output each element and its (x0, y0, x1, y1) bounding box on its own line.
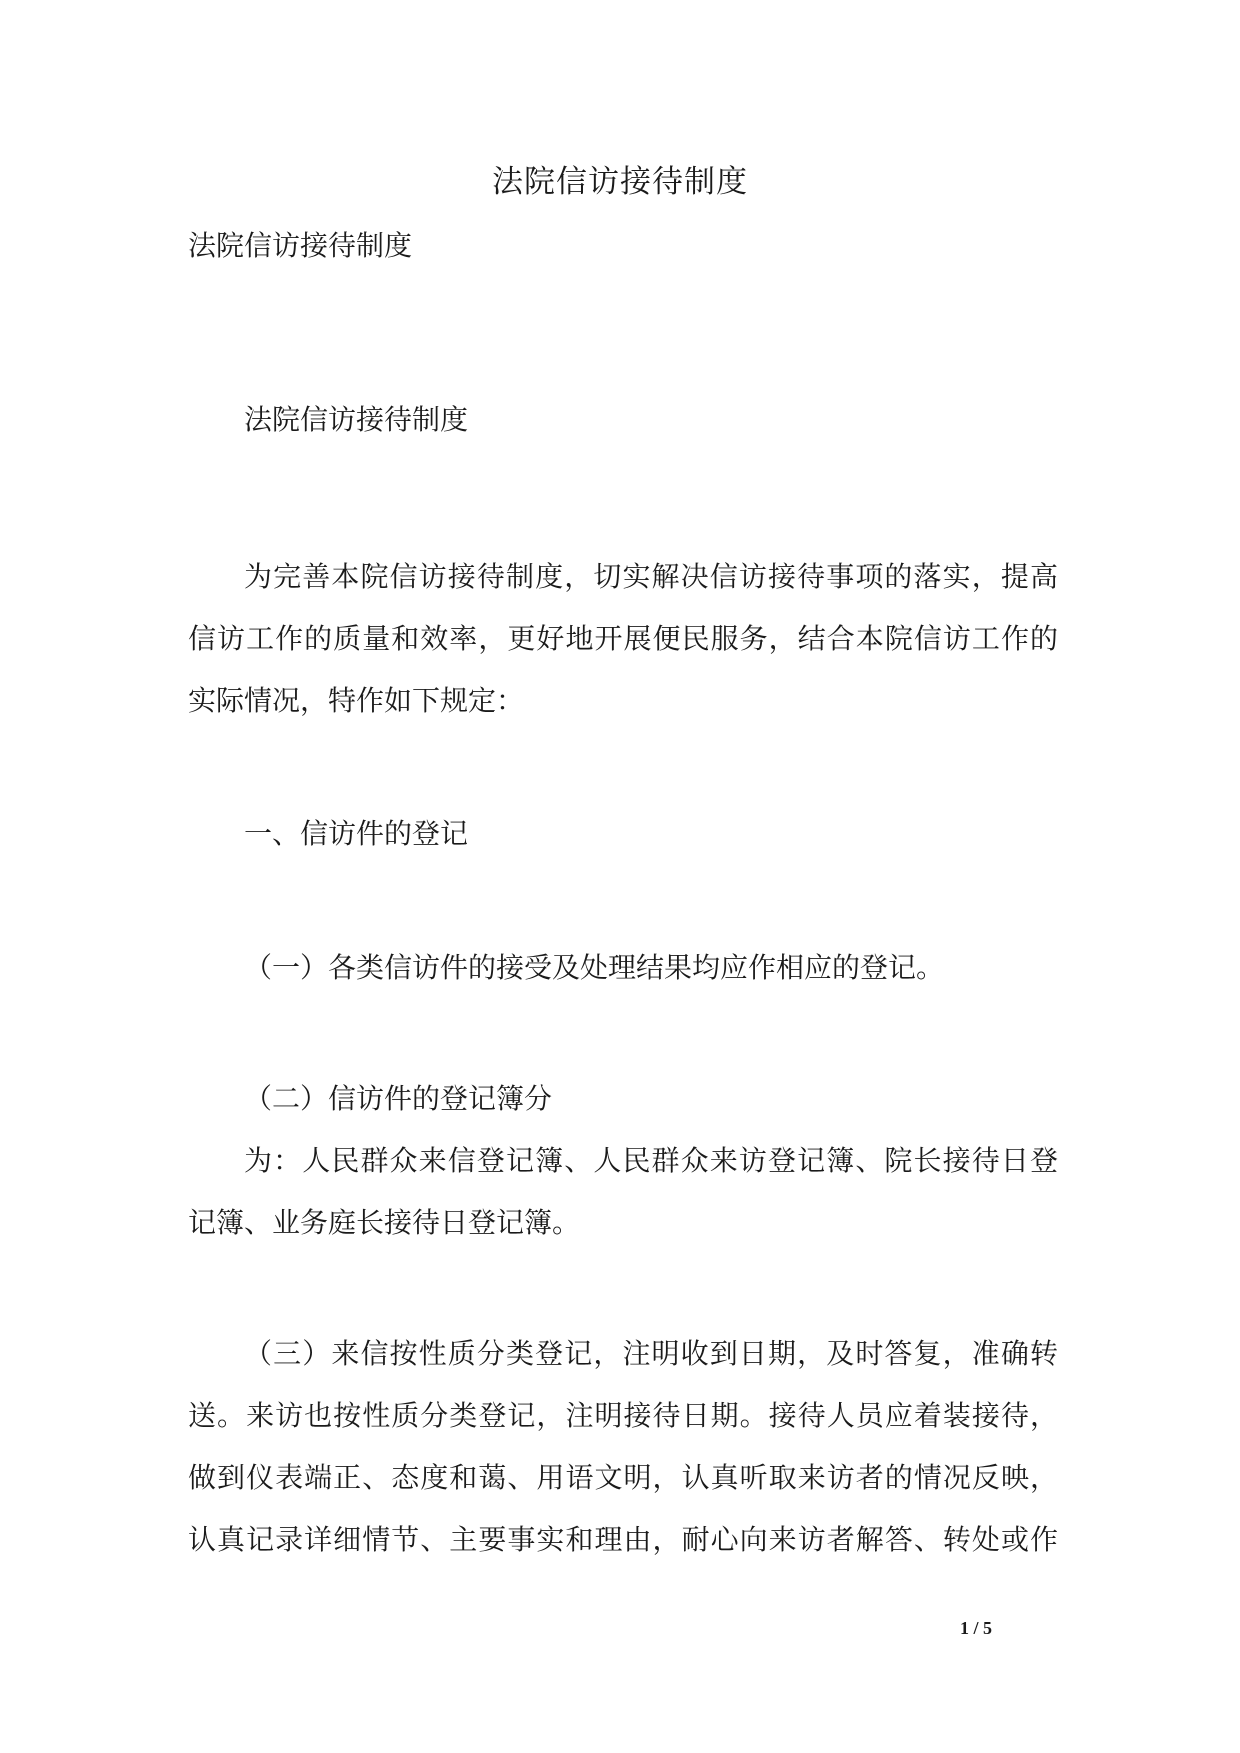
document-heading: 法院信访接待制度 (244, 403, 469, 436)
item-3-line-3: 做到仪表端正、态度和蔼、用语文明，认真听取来访者的情况反映， (188, 1461, 1058, 1494)
item-3-line-2: 送。来访也按性质分类登记，注明接待日期。接待人员应着装接待， (188, 1399, 1058, 1432)
item-1: （一）各类信访件的接受及处理结果均应作相应的登记。 (244, 951, 945, 984)
document-subtitle: 法院信访接待制度 (188, 229, 413, 262)
intro-line-3: 实际情况，特作如下规定： (188, 684, 525, 717)
item-2-title: （二）信访件的登记簿分 (244, 1082, 553, 1115)
intro-line-1: 为完善本院信访接待制度，切实解决信访接待事项的落实，提高 (244, 560, 1058, 593)
intro-line-2: 信访工作的质量和效率，更好地开展便民服务，结合本院信访工作的 (188, 622, 1058, 655)
document-title: 法院信访接待制度 (492, 164, 748, 200)
section-heading-1: 一、信访件的登记 (244, 817, 469, 850)
page-number: 1 / 5 (960, 1618, 993, 1638)
item-3-line-4: 认真记录详细情节、主要事实和理由，耐心向来访者解答、转处或作 (188, 1523, 1058, 1556)
item-2-line-1: 为：人民群众来信登记簿、人民群众来访登记簿、院长接待日登 (244, 1144, 1058, 1177)
item-2-line-2: 记簿、业务庭长接待日登记簿。 (188, 1206, 581, 1239)
item-3-line-1: （三）来信按性质分类登记，注明收到日期，及时答复，准确转 (244, 1337, 1058, 1370)
